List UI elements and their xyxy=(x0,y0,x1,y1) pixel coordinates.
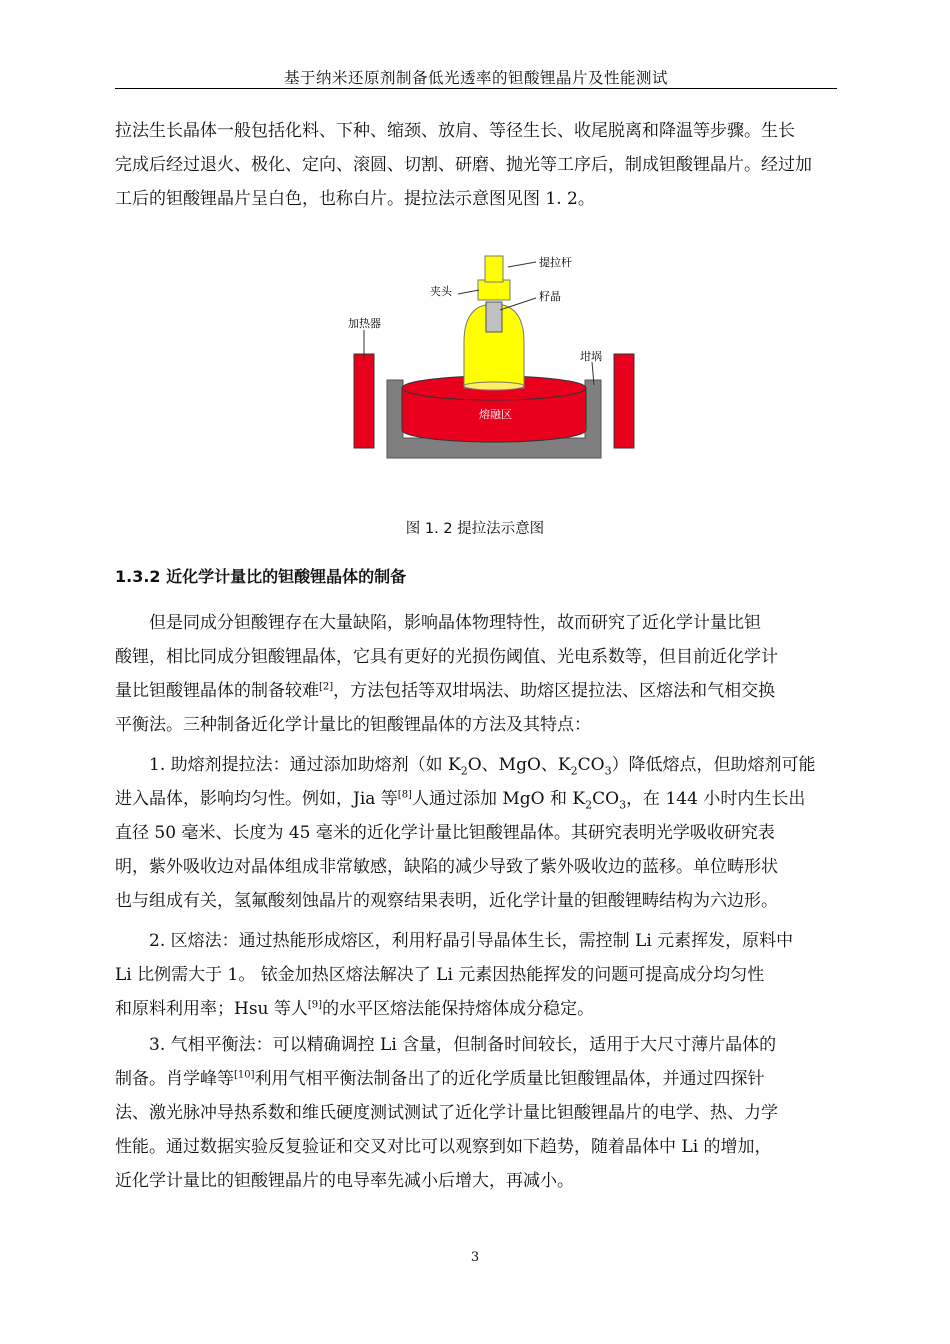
item1-l2-c: CO xyxy=(592,789,620,809)
item1-l1-c: CO xyxy=(577,755,605,775)
item2-line-2: Li 比例需大于 1。 铱金加热区熔法解决了 Li 元素因热能挥发的问题可提高成分均匀性 xyxy=(115,965,765,985)
intro-paragraph xyxy=(115,114,837,216)
item1-line-1 xyxy=(115,748,837,782)
page-number: 3 xyxy=(470,1250,480,1265)
item2-l3-b: 的水平区熔法能保持熔体成分稳定。 xyxy=(322,999,595,1019)
item1-l1-b: O、MgO、K xyxy=(467,755,571,775)
para1-line-1: 但是同成分钽酸锂存在大量缺陷，影响晶体物理特性，故而研究了近化学计量比钽 xyxy=(149,613,761,633)
czochralski-diagram xyxy=(340,250,640,465)
item1-l2-b: 人通过添加 MgO 和 K xyxy=(411,789,586,809)
item1-l1-sub2: 2 xyxy=(570,764,578,778)
label-seed: 籽晶 xyxy=(539,290,561,303)
citation-10: [10] xyxy=(234,1069,255,1081)
item1-line-3: 直径 50 毫米、长度为 45 毫米的近化学计量比钽酸锂晶体。其研究表明光学吸收研究表 xyxy=(115,823,775,843)
paragraph-1 xyxy=(115,606,837,742)
item3-line-1: 3. 气相平衡法：可以精确调控 Li 含量，但制备时间较长，适用于大尺寸薄片晶体的 xyxy=(149,1035,777,1055)
label-chuck: 夹头 xyxy=(430,285,452,298)
para1-line-4: 平衡法。三种制备近化学计量比的钽酸锂晶体的方法及其特点： xyxy=(115,715,591,735)
item3-l2-a: 制备。肖学峰等 xyxy=(115,1069,234,1089)
citation-8: [8] xyxy=(397,789,412,801)
crystal-bottom xyxy=(464,382,524,390)
seed-crystal xyxy=(486,302,502,332)
item-2-zone-melting xyxy=(115,924,837,1026)
intro-line-3: 工后的钽酸锂晶片呈白色，也称白片。提拉法示意图见图 1. 2。 xyxy=(115,189,595,209)
chuck xyxy=(478,280,510,300)
item3-line-5: 近化学计量比的钽酸锂晶片的电导率先减小后增大，再减小。 xyxy=(115,1171,574,1191)
heater-right xyxy=(614,354,634,448)
para1-line-3 xyxy=(115,674,837,708)
item1-line-4: 明，紫外吸收边对晶体组成非常敏感，缺陷的减少导致了紫外吸收边的蓝移。单位畴形状 xyxy=(115,857,778,877)
item3-line-4: 性能。通过数据实验反复验证和交叉对比可以观察到如下趋势，随着晶体中 Li 的增加， xyxy=(115,1137,772,1157)
item1-l2-sub1: 2 xyxy=(585,798,593,812)
item-1-flux-method xyxy=(115,748,837,918)
item1-l1-sub3: 3 xyxy=(604,764,612,778)
item2-l3-a: 和原料利用率；Hsu 等人 xyxy=(115,999,308,1019)
item2-line-3 xyxy=(115,992,837,1026)
item3-l2-b: 利用气相平衡法制备出了的近化学质量比钽酸锂晶体，并通过四探针 xyxy=(254,1069,765,1089)
header-rule xyxy=(115,88,837,89)
item3-line-3: 法、激光脉冲导热系数和维氏硬度测试测试了近化学计量比钽酸锂晶片的电学、热、力学 xyxy=(115,1103,778,1123)
pull-rod xyxy=(485,256,503,282)
item1-l1-d: ）降低熔点，但助熔剂可能 xyxy=(611,755,816,775)
citation-2: [2] xyxy=(319,681,334,693)
item1-l1-sub1: 2 xyxy=(460,764,468,778)
intro-line-1: 拉法生长晶体一般包括化料、下种、缩颈、放肩、等径生长、收尾脱离和降温等步骤。生长 xyxy=(115,121,795,141)
figure-caption: 图 1. 2 提拉法示意图 xyxy=(405,521,545,537)
item1-l2-d: ，在 144 小时内生长出 xyxy=(626,789,806,809)
item1-l1-a: 1. 助熔剂提拉法：通过添加助熔剂（如 K xyxy=(149,755,461,775)
item1-line-2 xyxy=(115,782,837,816)
para1-line-2: 酸锂，相比同成分钽酸锂晶体，它具有更好的光损伤阈值、光电系数等，但目前近化学计 xyxy=(115,647,778,667)
para1-line-3-text-a: 量比钽酸锂晶体的制备较难 xyxy=(115,681,319,701)
citation-9: [9] xyxy=(307,999,323,1011)
page-header-title: 基于纳米还原剂制备低光透率的钽酸锂晶片及性能测试 xyxy=(283,69,668,87)
item-3-vapor-equilibration xyxy=(115,1028,837,1198)
section-heading: 1.3.2 近化学计量比的钽酸锂晶体的制备 xyxy=(115,567,407,586)
label-heater: 加热器 xyxy=(348,317,381,330)
intro-line-2: 完成后经过退火、极化、定向、滚圆、切割、研磨、抛光等工序后，制成钽酸锂晶片。经过加 xyxy=(115,155,812,175)
item1-l2-sub2: 3 xyxy=(619,798,627,812)
item1-l2-a: 进入晶体，影响均匀性。例如，Jia 等 xyxy=(115,789,398,809)
label-melt-zone: 熔融区 xyxy=(479,408,512,421)
item2-line-1: 2. 区熔法：通过热能形成熔区，利用籽晶引导晶体生长，需控制 Li 元素挥发，原料中 xyxy=(149,931,794,951)
heater-left xyxy=(354,354,374,448)
para1-line-3-text-b: ，方法包括等双坩埚法、助熔区提拉法、区熔法和气相交换 xyxy=(333,681,776,701)
item1-line-5: 也与组成有关，氢氟酸刻蚀晶片的观察结果表明，近化学计量的钽酸锂畴结构为六边形。 xyxy=(115,891,778,911)
label-crucible: 坩埚 xyxy=(580,350,602,363)
label-pull-rod: 提拉杆 xyxy=(539,256,572,269)
item3-line-2 xyxy=(115,1062,837,1096)
